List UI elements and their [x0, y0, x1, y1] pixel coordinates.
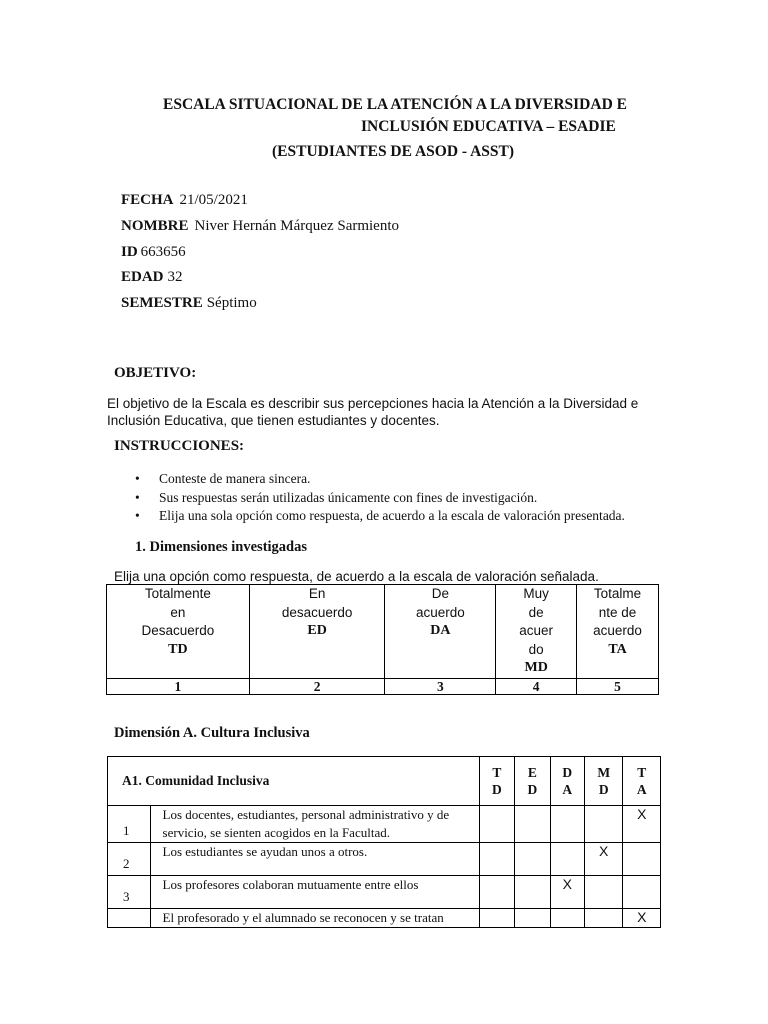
- answer-cell[interactable]: [550, 909, 584, 928]
- instruction-item: • Sus respuestas serán utilizadas únicamente con fines de investigación.: [135, 489, 625, 508]
- scale-number: 2: [249, 678, 385, 694]
- scale-word: de: [528, 604, 544, 620]
- objective-heading: OBJETIVO:: [114, 365, 197, 381]
- table-header-row: [108, 757, 661, 806]
- statement-line: Los estudiantes se ayudan unos a otros.: [162, 844, 368, 859]
- column-header: [623, 757, 661, 806]
- document-title-line2: INCLUSIÓN EDUCATIVA – ESADIE: [361, 118, 616, 135]
- scale-cell-md: [496, 585, 577, 679]
- scale-abbr: ED: [307, 623, 327, 638]
- scale-cell-ed: [249, 585, 385, 679]
- column-letter: D: [492, 782, 502, 797]
- scale-number: 1: [107, 678, 250, 694]
- column-letter: A: [636, 782, 647, 797]
- answer-cell[interactable]: [515, 843, 550, 876]
- column-header: [584, 757, 622, 806]
- dimension-a-table: [107, 756, 661, 928]
- field-value: 21/05/2021: [179, 192, 248, 208]
- table-row: [108, 876, 661, 909]
- dimensions-heading: 1. Dimensiones investigadas: [135, 539, 308, 555]
- field-semestre: [121, 295, 257, 312]
- field-value: Séptimo: [206, 295, 257, 311]
- answer-cell[interactable]: [623, 876, 661, 909]
- scale-word: En: [308, 586, 326, 601]
- scale-word: Totalme: [593, 586, 642, 601]
- answer-cell[interactable]: X: [623, 806, 661, 843]
- column-header: [550, 757, 584, 806]
- answer-cell[interactable]: [584, 909, 622, 928]
- field-label: SEMESTRE: [121, 295, 203, 311]
- column-header: [515, 757, 550, 806]
- answer-cell[interactable]: [584, 876, 622, 909]
- dimensions-note: Elija una opción como respuesta, de acuerdo a la escala de valoración señalada.: [114, 569, 599, 584]
- scale-cell-da: [385, 585, 496, 679]
- objective-text: [107, 395, 638, 429]
- document-subtitle: (ESTUDIANTES DE ASOD - ASST): [272, 143, 515, 160]
- answer-cell[interactable]: [550, 806, 584, 843]
- row-number: 2: [108, 843, 151, 876]
- field-nombre: [121, 218, 399, 235]
- scale-word: acuerdo: [593, 623, 642, 638]
- scale-abbr: TA: [608, 641, 627, 657]
- field-label: NOMBRE: [121, 218, 189, 234]
- table-row: [108, 843, 661, 876]
- statement-line: Los profesores colaboran mutuamente entre ellos: [162, 877, 419, 892]
- scale-cell-ta: [577, 585, 659, 679]
- field-value: Niver Hernán Márquez Sarmiento: [194, 218, 400, 234]
- scale-number: 3: [385, 678, 496, 694]
- column-letter: M: [597, 765, 611, 780]
- answer-cell[interactable]: [479, 876, 514, 909]
- scale-word: acuer: [519, 623, 554, 638]
- answer-cell[interactable]: [515, 909, 550, 928]
- column-letter: D: [598, 782, 609, 797]
- field-label: ID: [121, 244, 138, 260]
- scale-abbr: MD: [524, 660, 548, 675]
- answer-cell[interactable]: [623, 843, 661, 876]
- scale-number: 5: [577, 678, 659, 694]
- scale-numbers-row: [107, 678, 659, 694]
- scale-number: 4: [496, 678, 577, 694]
- table-title: A1. Comunidad Inclusiva: [108, 757, 480, 806]
- scale-word: desacuerdo: [281, 604, 353, 620]
- dimension-a-heading: Dimensión A. Cultura Inclusiva: [114, 725, 310, 741]
- objective-line: El objetivo de la Escala es describir sus percepciones hacia la Atención a la Diversidad e: [107, 396, 639, 411]
- column-letter: T: [492, 765, 502, 780]
- scale-word: Muy: [523, 586, 549, 601]
- answer-cell[interactable]: X: [584, 843, 622, 876]
- scale-word: do: [528, 641, 544, 657]
- column-header: [479, 757, 514, 806]
- scale-word: Totalmente: [144, 586, 211, 601]
- row-statement: [150, 806, 479, 843]
- table-row: [108, 909, 661, 928]
- answer-cell[interactable]: X: [550, 876, 584, 909]
- scale-word: acuerdo: [415, 604, 465, 620]
- table-row: [108, 806, 661, 843]
- statement-line: servicio, se sienten acogidos en la Facultad.: [162, 825, 390, 840]
- row-number: 1: [108, 806, 151, 843]
- answer-cell[interactable]: [515, 876, 550, 909]
- row-statement: [150, 876, 479, 909]
- rating-scale-table: [106, 584, 659, 695]
- row-statement: [150, 909, 479, 928]
- field-label: EDAD: [121, 269, 164, 285]
- answer-cell[interactable]: [550, 843, 584, 876]
- column-letter: D: [562, 765, 573, 780]
- scale-abbr: TD: [168, 641, 188, 657]
- scale-cell-td: [107, 585, 250, 679]
- field-fecha: [121, 192, 248, 209]
- answer-cell[interactable]: [479, 843, 514, 876]
- instruction-item: • Conteste de manera sincera.: [135, 470, 625, 489]
- scale-word: Desacuerdo: [141, 623, 215, 638]
- objective-line: Inclusión Educativa, que tienen estudiantes y docentes.: [107, 413, 440, 428]
- field-value: 32: [167, 269, 183, 285]
- answer-cell[interactable]: X: [623, 909, 661, 928]
- instruction-item: • Elija una sola opción como respuesta, de acuerdo a la escala de valoración presentada.: [135, 507, 625, 526]
- scale-word: nte de: [598, 604, 637, 620]
- statement-line: El profesorado y el alumnado se reconocen y se tratan: [162, 910, 444, 925]
- answer-cell[interactable]: [515, 806, 550, 843]
- scale-abbr: DA: [430, 623, 451, 638]
- instructions-list: [135, 470, 625, 526]
- document-title-line1: ESCALA SITUACIONAL DE LA ATENCIÓN A LA DIVERSIDAD E: [163, 96, 627, 113]
- answer-cell[interactable]: [584, 806, 622, 843]
- instructions-heading: INSTRUCCIONES:: [114, 438, 245, 454]
- column-letter: T: [637, 765, 647, 780]
- scale-labels-row: [107, 585, 659, 679]
- field-edad: [121, 269, 183, 286]
- answer-cell[interactable]: [479, 909, 514, 928]
- field-value: 663656: [140, 244, 186, 260]
- column-letter: A: [562, 782, 573, 797]
- scale-word: en: [170, 604, 186, 620]
- scale-word: De: [431, 586, 449, 601]
- row-number: [108, 909, 151, 928]
- field-id: [121, 244, 186, 261]
- row-number: 3: [108, 876, 151, 909]
- column-letter: D: [527, 782, 538, 797]
- column-letter: E: [527, 765, 537, 780]
- field-label: FECHA: [121, 192, 174, 208]
- row-statement: [150, 843, 479, 876]
- answer-cell[interactable]: [479, 806, 514, 843]
- statement-line: Los docentes, estudiantes, personal administrativo y de: [162, 807, 450, 822]
